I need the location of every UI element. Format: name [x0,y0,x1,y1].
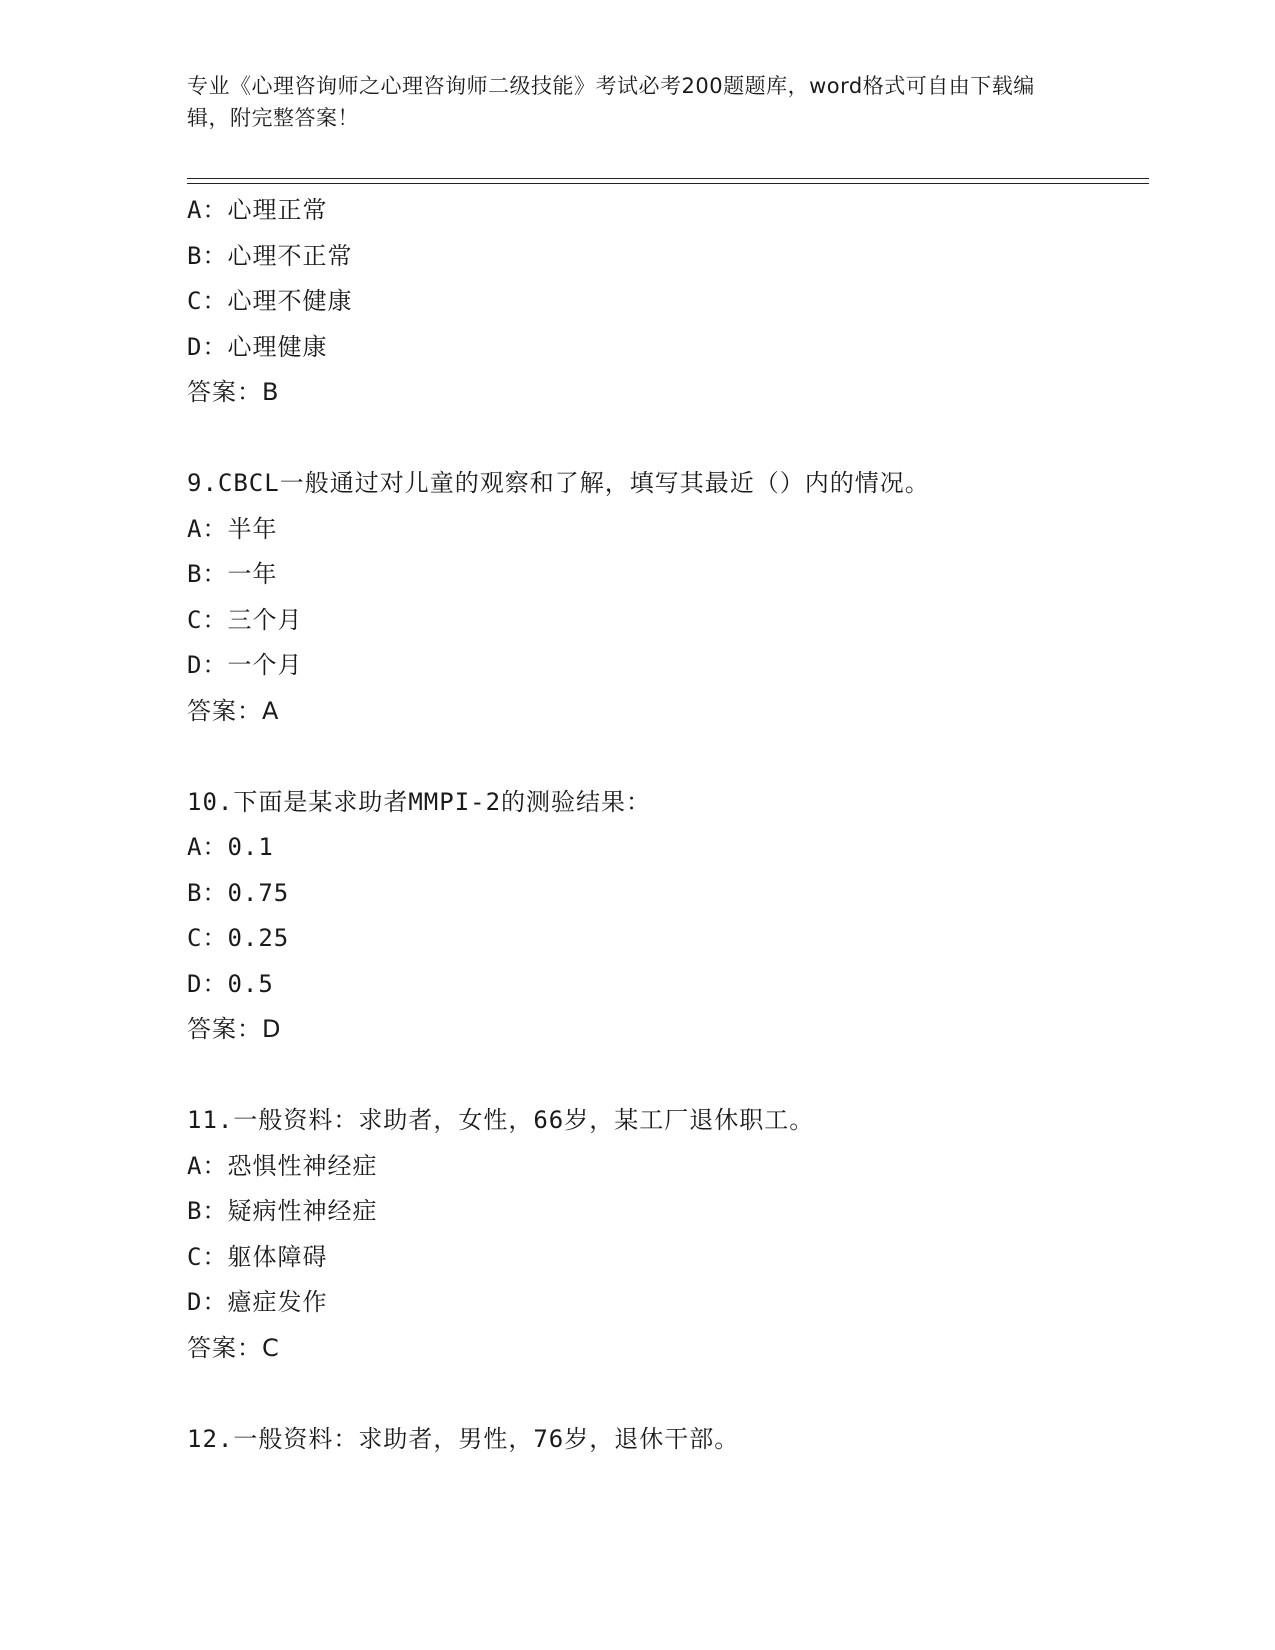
question-spacer [187,1053,1149,1099]
option-c: C：0.25 [187,924,290,952]
option-a: A：心理正常 [187,196,328,224]
option-b: B：0.75 [187,878,290,907]
question-spacer [187,1371,1149,1417]
option-d: D：心理健康 [187,332,328,361]
question-12 [187,1417,1149,1463]
question-stem: 12.一般资料：求助者，男性，76岁，退休干部。 [187,1424,740,1453]
question-stem: 10.下面是某求助者MMPI-2的测验结果： [187,787,652,816]
option-a: A：0.1 [187,833,274,861]
option-c: C：三个月 [187,605,303,634]
question-10 [187,780,1149,1053]
answer-label: 答案：C [187,1333,280,1362]
option-d: D：一个月 [187,651,303,679]
question-list [187,188,1149,1462]
question-9 [187,461,1149,734]
answer-label: 答案：A [187,696,280,725]
option-a: A：恐惧性神经症 [187,1151,378,1180]
option-b: B：疑病性神经症 [187,1197,378,1225]
header-divider-top [187,178,1149,179]
option-c: C：躯体障碍 [187,1242,328,1271]
option-d: D：0.5 [187,969,274,998]
question-stem: 9.CBCL一般通过对儿童的观察和了解，填写其最近（）内的情况。 [187,469,930,497]
answer-label: 答案：B [187,378,280,406]
question-spacer [187,416,1149,462]
header-divider-bottom [187,183,1149,184]
option-b: B：心理不正常 [187,241,353,270]
question-stem: 11.一般资料：求助者，女性，66岁，某工厂退休职工。 [187,1106,815,1134]
option-c: C：心理不健康 [187,287,353,315]
answer-label: 答案：D [187,1015,282,1043]
option-b: B：一年 [187,560,278,588]
option-a: A：半年 [187,514,278,543]
document-header-title: 专业《心理咨询师之心理咨询师二级技能》考试必考200题题库，word格式可自由下载编辑，附完整答案！ [187,74,1035,130]
question-8 [187,188,1149,416]
option-d: D：癔症发作 [187,1288,328,1316]
question-spacer [187,734,1149,780]
question-11 [187,1098,1149,1371]
